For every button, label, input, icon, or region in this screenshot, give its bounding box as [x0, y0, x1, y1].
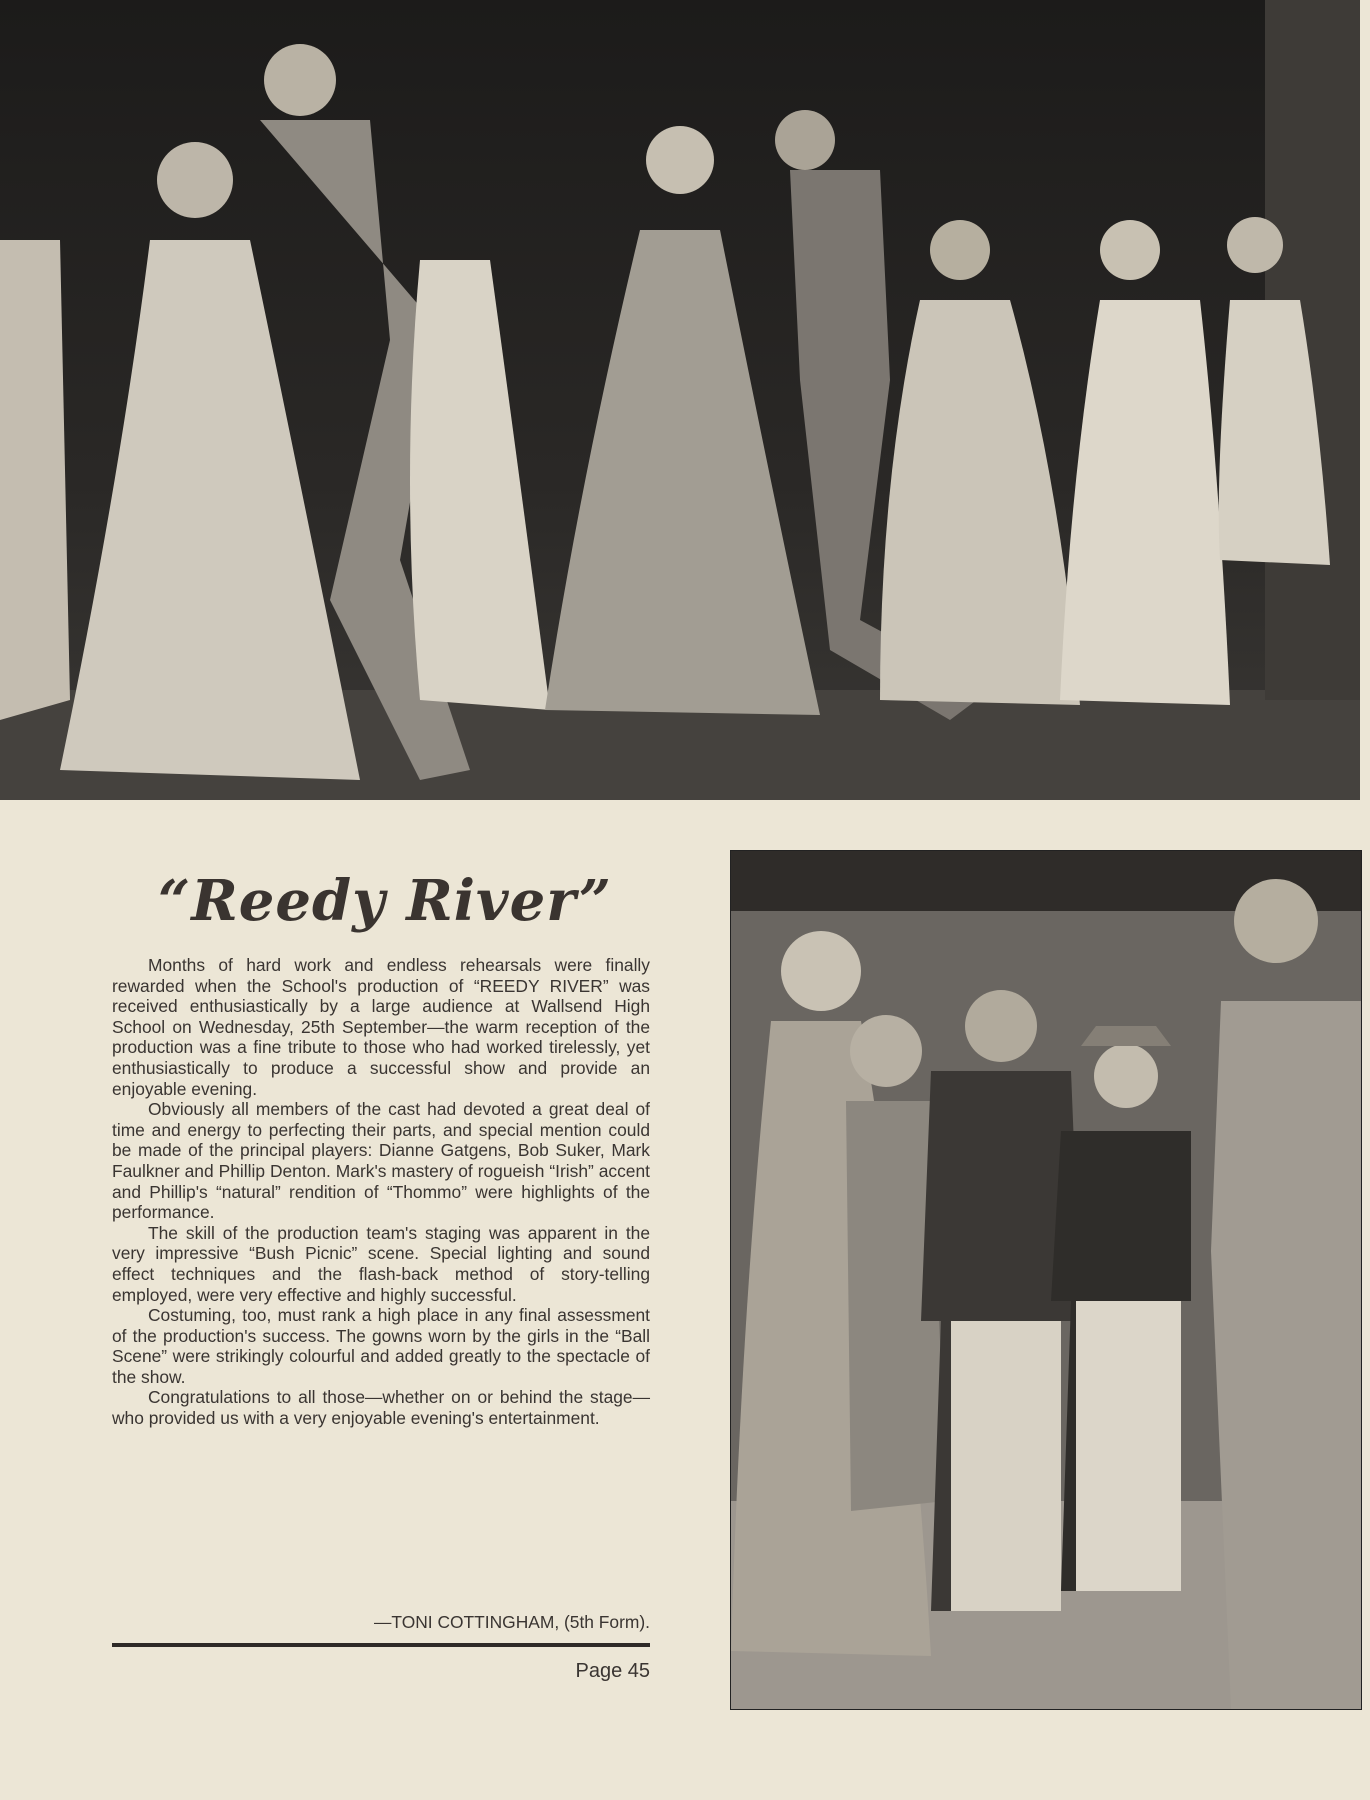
article-paragraph: Obviously all members of the cast had devoted a great deal of time and energy to perfecting their parts, and special mention could be made of the principal players: Dianne Gatgens, Bob Suker, Mark Faulkner and Phillip Denton. Mark's mastery of rogueish “Irish” accent and Phillip's “natural” rendition of “Thommo” were highlights of the performance. — [112, 1099, 650, 1223]
cast-group-illustration — [731, 851, 1361, 1709]
article-paragraph: Months of hard work and endless rehearsals were finally rewarded when the School's production of “REEDY RIVER” was received enthusiastically by a large audience at Wallsend High School on Wednesday, 25th September—the warm reception of the production was a fine tribute to those who had worked tirelessly, yet enthusiastically to produce a successful show and provide an enjoyable evening. — [112, 955, 650, 1099]
article-paragraph: Congratulations to all those—whether on or behind the stage—who provided us with a very enjoyable evening's entertainment. — [112, 1387, 650, 1429]
page-number: Page 45 — [575, 1660, 650, 1682]
dance-scene-photo — [0, 0, 1360, 800]
article-byline: —TONI COTTINGHAM, (5th Form). — [374, 1612, 650, 1632]
section-divider — [112, 1643, 650, 1647]
dance-scene-illustration — [0, 0, 1360, 800]
article-body — [112, 955, 650, 1429]
article-paragraph: The skill of the production team's staging was apparent in the very impressive “Bush Picnic” scene. Special lighting and sound effect techniques and the flash-back method of story-telling employed, were very effective and highly successful. — [112, 1222, 650, 1305]
article-paragraph: Costuming, too, must rank a high place in any final assessment of the production's success. The gowns worn by the girls in the “Ball Scene” were strikingly colourful and added greatly to the spectacle of the show. — [112, 1305, 650, 1387]
cast-group-photo — [730, 850, 1362, 1710]
article-title: “Reedy River” — [158, 868, 612, 934]
